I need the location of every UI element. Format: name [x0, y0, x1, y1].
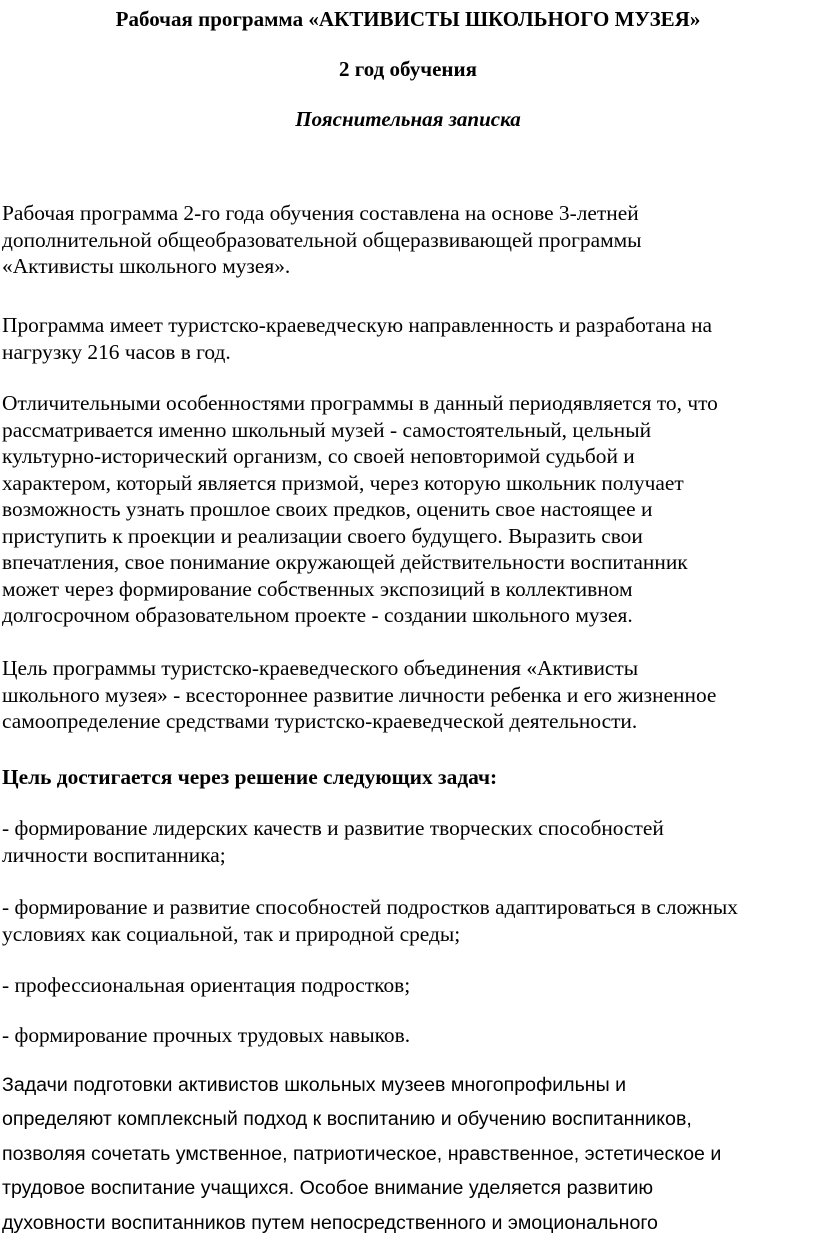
paragraph-closing: Задачи подготовки активистов школьных музеев многопрофильны и определяют комплексный подход к воспитанию и обучению воспитанников, позволяя сочетать умственное, патриотическое, нравственное, эстетическое и трудовое воспитание учащихся. Особое внимание уделяется развитию духовности воспитанников путем непосредственного и эмоционального	[2, 1074, 722, 1234]
task-item: - формирование прочных трудовых навыков.	[2, 1023, 411, 1047]
task-item: - профессиональная ориентация подростков;	[2, 973, 411, 997]
paragraph-program-features: Отличительными особенностями программы в данный периодявляется то, что рассматривается именно школьный музей - самостоятельный, цельный культурно-исторический организм, со своей неповторимой судьбой и характером, который является призмой, через которую школьник получает возможность узнать прошлое своих предков, оценить свое настоящее и приступить к проекции и реализации своего будущего. Выразить свои впечатления, свое понимание окружающей действительности воспитанник может через формирование собственных экспозиций в коллективном долгосрочном образовательном проекте - создании школьного музея.	[2, 391, 718, 627]
document-title: Рабочая программа «АКТИВИСТЫ ШКОЛЬНОГО МУЗЕЯ»	[115, 7, 701, 31]
paragraph-program-goal: Цель программы туристско-краеведческого объединения «Активисты школьного музея» - всестороннее развитие личности ребенка и его жизненное самоопределение средствами туристско-краеведческой деятельности.	[2, 656, 717, 733]
paragraph-program-basis: Рабочая программа 2-го года обучения составлена на основе 3-летней дополнительной общеобразовательной общеразвивающей программы «Активисты школьного музея».	[2, 201, 642, 278]
section-heading: Пояснительная записка	[295, 107, 521, 131]
task-item: - формирование и развитие способностей подростков адаптироваться в сложных условиях как социальной, так и природной среды;	[2, 895, 738, 946]
study-year-heading: 2 год обучения	[339, 57, 477, 81]
tasks-heading: Цель достигается через решение следующих задач:	[2, 765, 498, 789]
paragraph-program-direction: Программа имеет туристско-краеведческую направленность и разработана на нагрузку 216 часов в год.	[2, 313, 713, 364]
task-item: - формирование лидерских качеств и развитие творческих способностей личности воспитанника;	[2, 816, 664, 867]
